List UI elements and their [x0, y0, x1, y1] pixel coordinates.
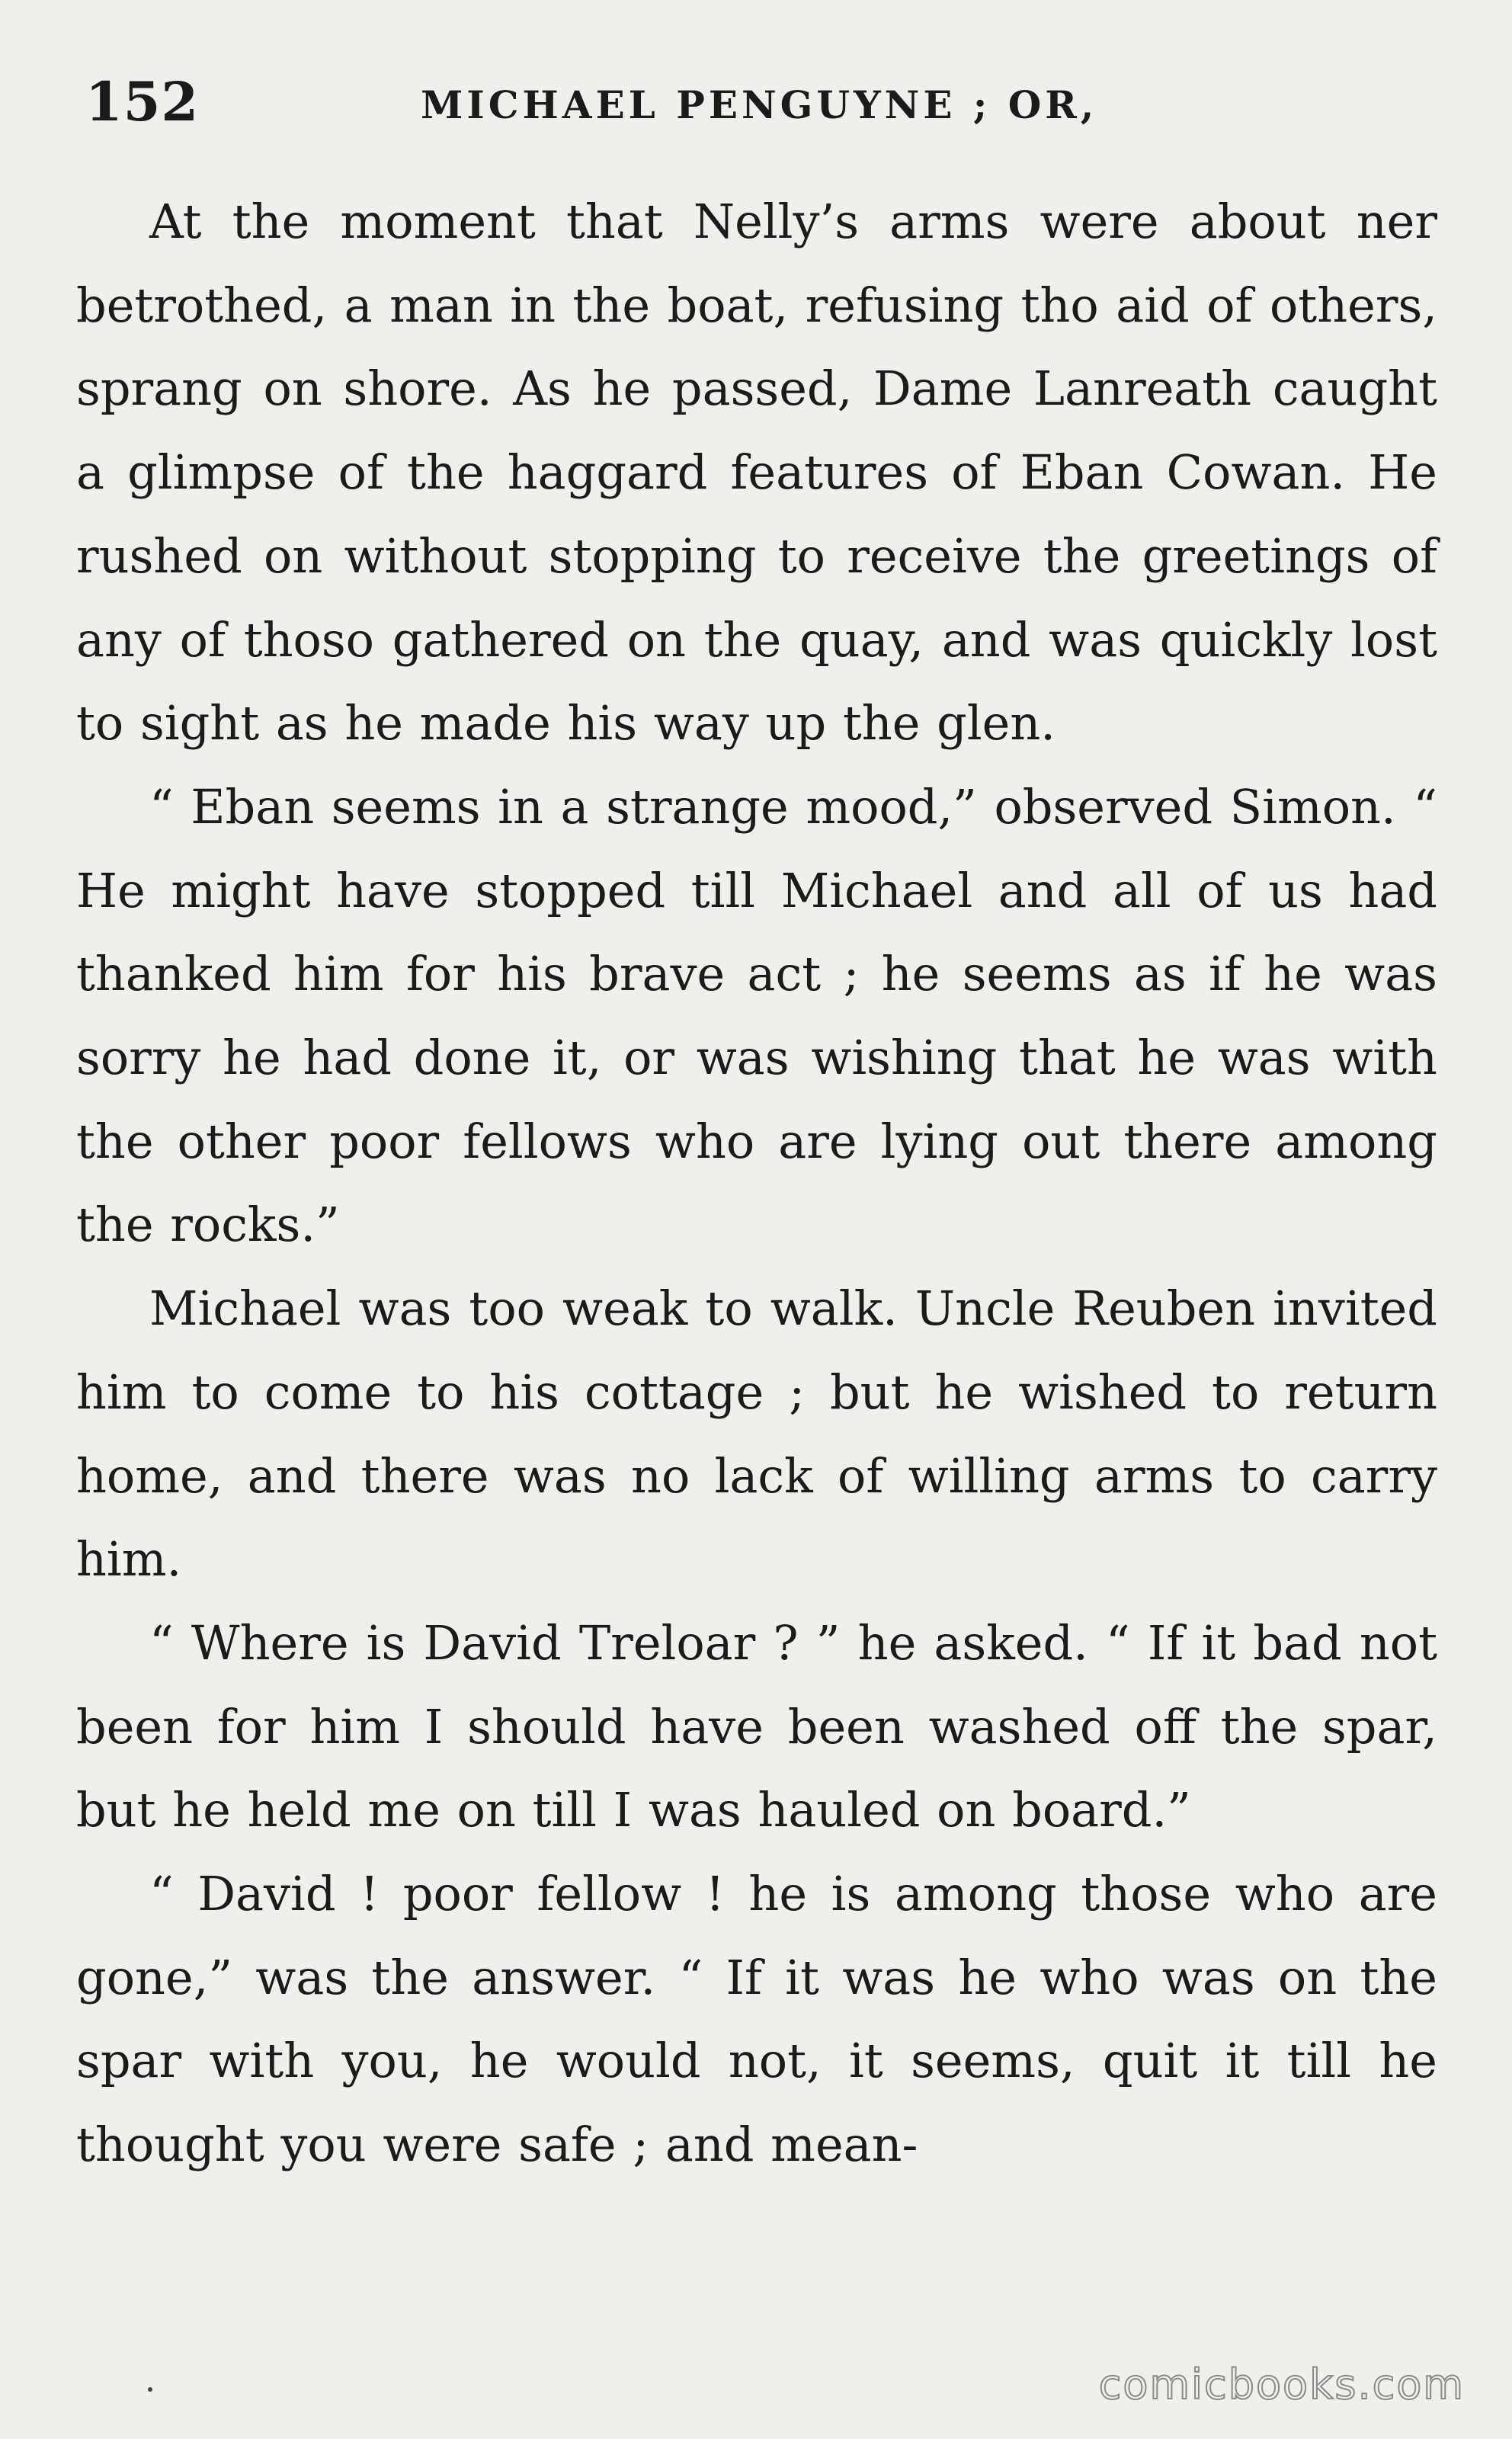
paragraph: “ Where is David Treloar ? ” he asked. “ If it bad not been for him I should have been washed off the spar, but he held me on till I was hauled on board.”: [76, 1614, 1437, 1838]
paragraph: “ Eban seems in a strange mood,” observed Simon. “ He might have stopped till Michael and all of us had thanked him for his brave act ; he seems as if he was sorry he had done it, or was wishing that he was with the other poor fellows who are lying out there among the rocks.”: [76, 778, 1437, 1253]
paragraph: At the moment that Nelly’s arms were about ner betrothed, a man in the boat, refusing tho aid of others, sprang on shore. As he passed, Dame Lanreath caught a glimpse of the haggard features of Eban Cowan. He rushed on without stopping to receive the greetings of any of thoso gathered on the quay, and was quickly lost to sight as he made his way up the glen.: [76, 194, 1437, 752]
paragraph: “ David ! poor fellow ! he is among those who are gone,” was the answer. “ If it was he who was on the spar with you, he would not, it seems, quit it till he thought you were safe ; and mean-: [76, 1866, 1437, 2173]
paragraph: Michael was too weak to walk. Uncle Reuben invited him to come to his cottage ; but he wished to return home, and there was no lack of willing arms to carry him.: [76, 1280, 1437, 1588]
ink-speck: [148, 2387, 152, 2392]
watermark: comicbooks.com: [1098, 2360, 1465, 2409]
page-number: 152: [85, 70, 200, 133]
body-text: [76, 180, 1437, 2187]
running-title: MICHAEL PENGUYNE ; OR,: [421, 82, 1098, 127]
page-header: [85, 70, 1442, 139]
